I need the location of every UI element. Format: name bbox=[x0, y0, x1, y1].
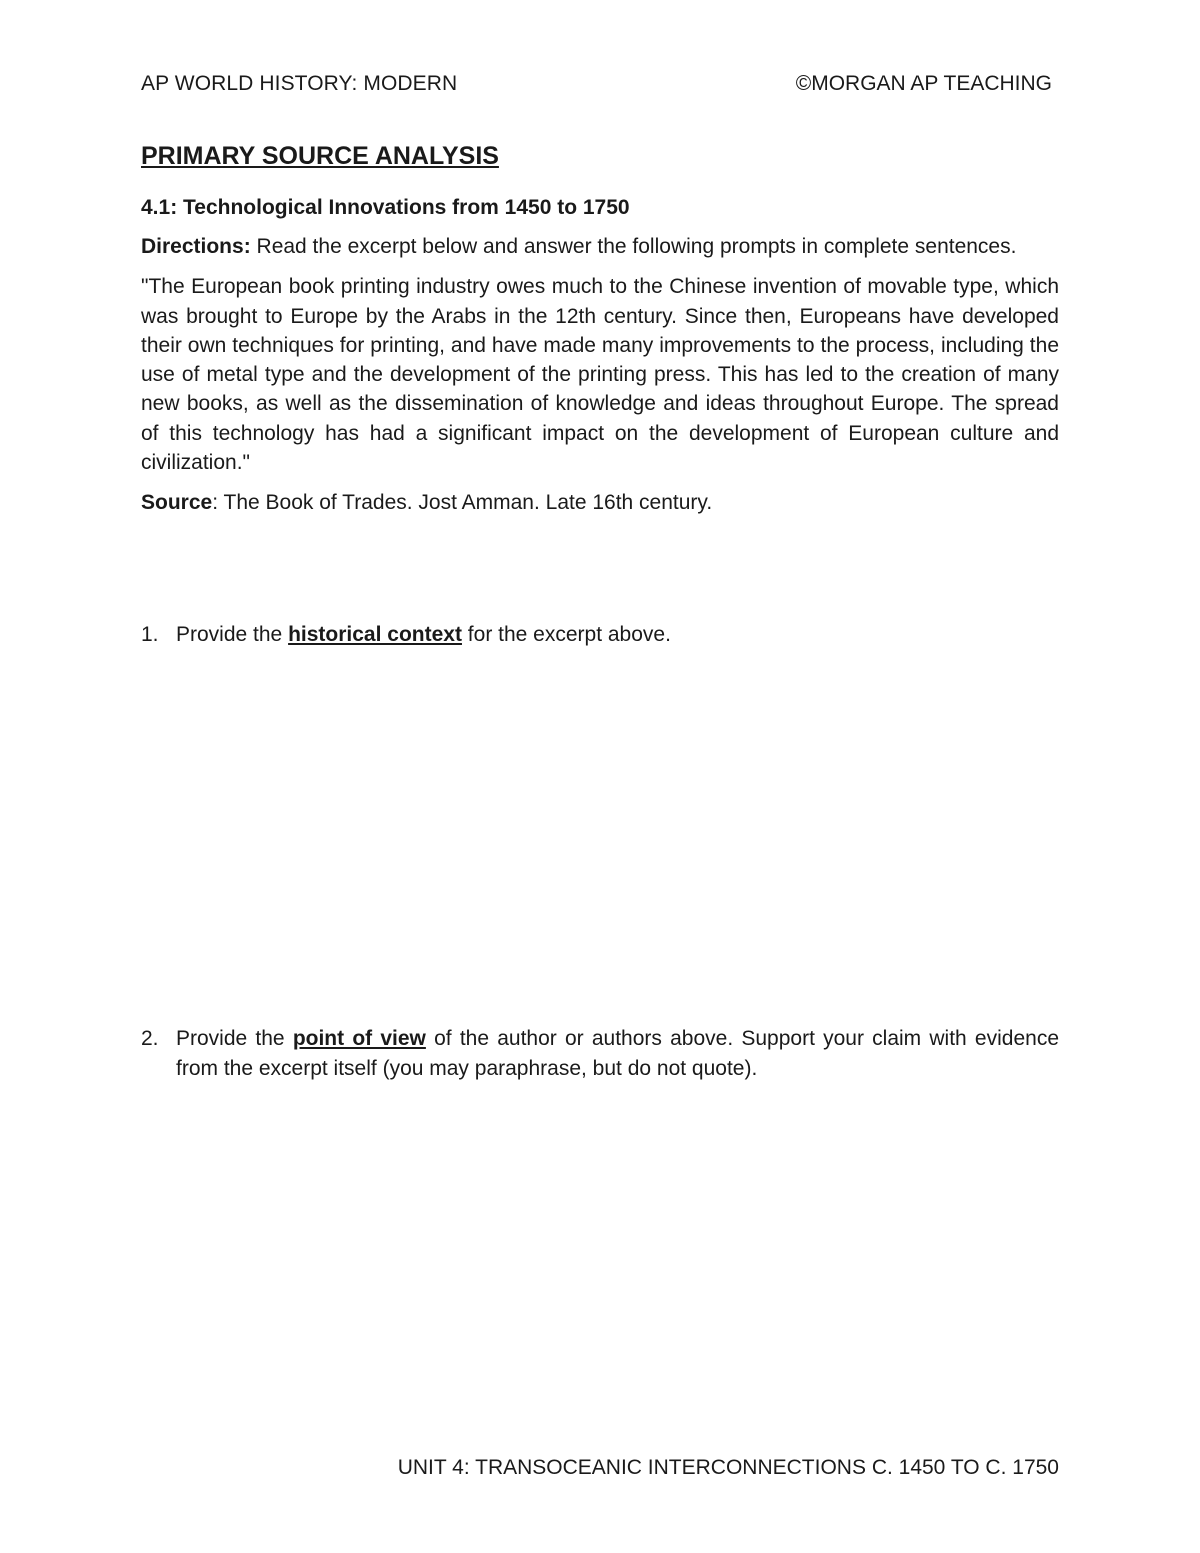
question-text bbox=[176, 1024, 1059, 1083]
copyright-header: ©MORGAN AP TEACHING bbox=[795, 72, 1052, 95]
directions-text: Read the excerpt below and answer the following prompts in complete sentences. bbox=[250, 235, 1017, 258]
question-text-end: for the excerpt above. bbox=[461, 623, 671, 646]
main-content bbox=[141, 140, 1059, 517]
question-1 bbox=[141, 620, 1059, 650]
key-term-point-of-view: point of view bbox=[292, 1027, 426, 1050]
directions-paragraph bbox=[141, 232, 1059, 261]
question-number: 1. bbox=[141, 623, 159, 646]
question-number: 2. bbox=[141, 1027, 159, 1050]
question-text-end: of the author or authors above. Support your claim with evidence from the excerpt itself (you may paraphrase, but do not quote). bbox=[176, 1027, 1059, 1080]
source-citation bbox=[141, 488, 1059, 517]
unit-footer: UNIT 4: TRANSOCEANIC INTERCONNECTIONS C. 1450 TO C. 1750 bbox=[397, 1456, 1059, 1479]
question-text bbox=[176, 620, 1059, 650]
directions-label: Directions: bbox=[141, 235, 251, 258]
course-header: AP WORLD HISTORY: MODERN bbox=[141, 72, 458, 95]
question-text-start: Provide the bbox=[176, 1027, 293, 1050]
topic-subtitle: 4.1: Technological Innovations from 1450 to 1750 bbox=[141, 196, 630, 219]
source-label: Source bbox=[141, 491, 213, 515]
page-title: PRIMARY SOURCE ANALYSIS bbox=[141, 142, 499, 170]
excerpt-paragraph: "The European book printing industry owes much to the Chinese invention of movable type, which was brought to Europe by the Arabs in the 12th century. Since then, Europeans have developed their own techniques for printing, and have made many improvements to the process, including the use of metal type and the development of the printing press. This has led to the creation of many new books, as well as the dissemination of knowledge and ideas throughout Europe. The spread of this technology has had a significant impact on the development of European culture and civilization." bbox=[141, 275, 1059, 475]
key-term-historical-context: historical context bbox=[288, 623, 462, 646]
question-text-start: Provide the bbox=[176, 623, 289, 646]
question-2 bbox=[141, 1024, 1059, 1083]
source-text: : The Book of Trades. Jost Amman. Late 16th century. bbox=[212, 491, 713, 515]
